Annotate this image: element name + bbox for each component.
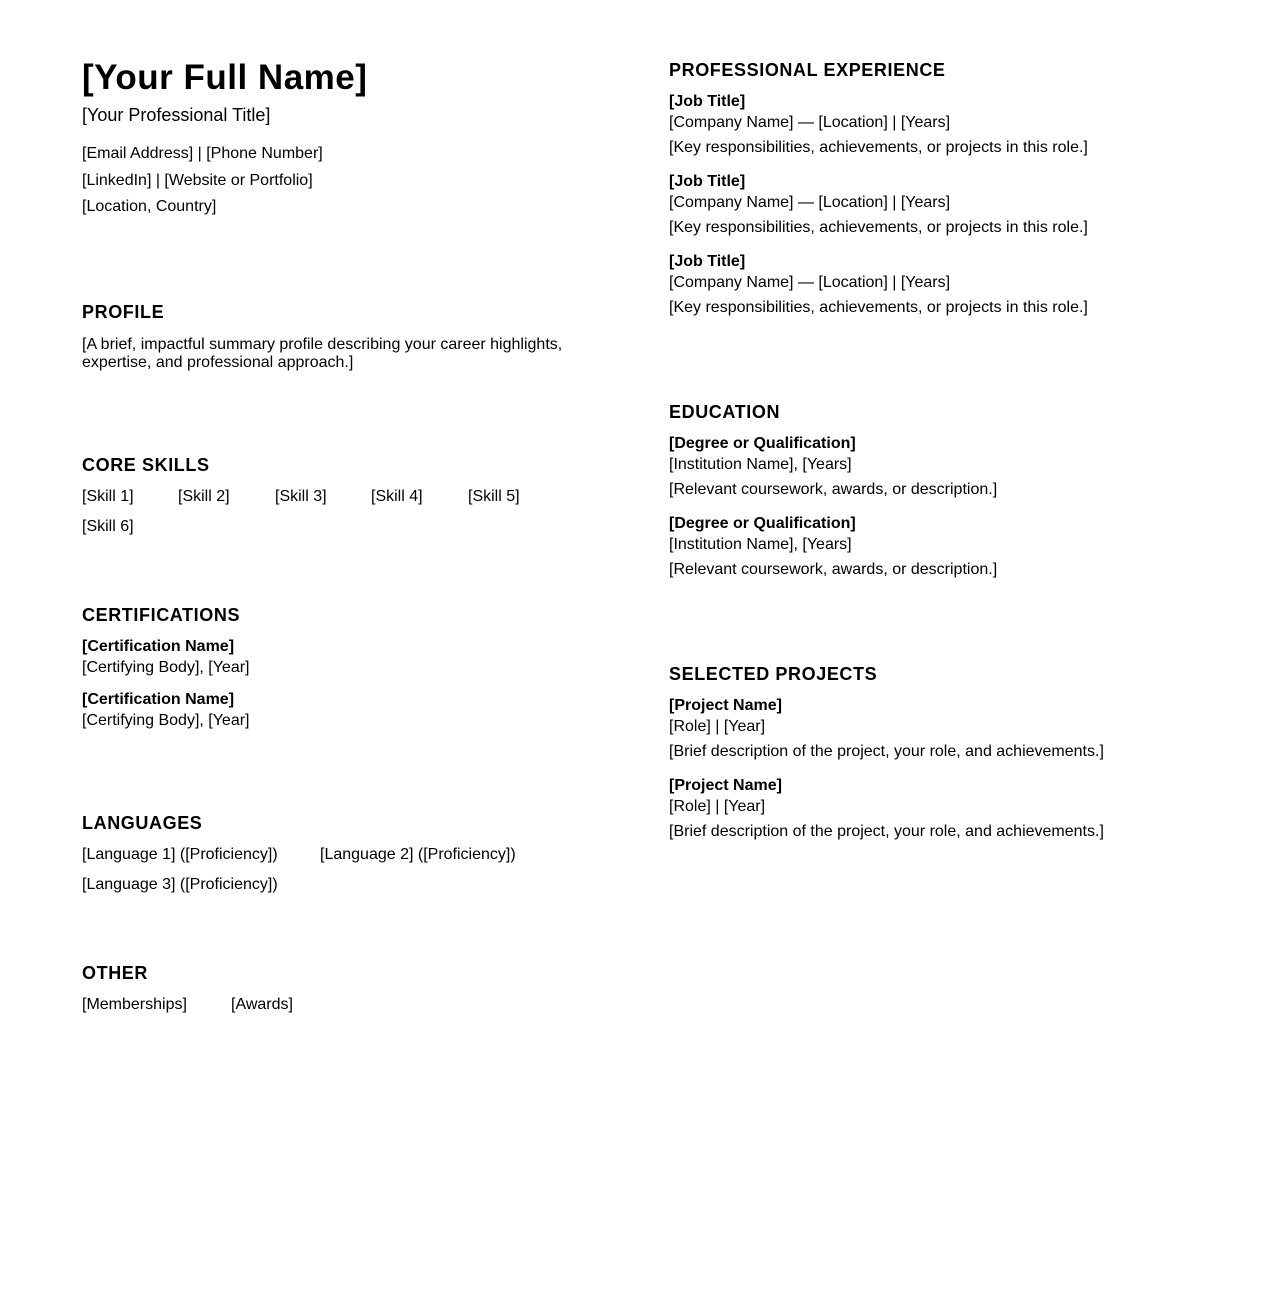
job-description: [Key responsibilities, achievements, or projects in this role.] — [669, 139, 1088, 156]
skill-item: [Skill 5] — [468, 488, 520, 505]
job-meta: [Company Name] — [Location] | [Years] — [669, 194, 951, 211]
contact-linkedin-website: [LinkedIn] | [Website or Portfolio] — [82, 172, 313, 189]
job-description: [Key responsibilities, achievements, or projects in this role.] — [669, 219, 1088, 236]
skill-item: [Skill 1] — [82, 488, 134, 505]
skill-item: [Skill 2] — [178, 488, 230, 505]
projects-heading: SELECTED PROJECTS — [669, 664, 878, 684]
project-name: [Project Name] — [669, 777, 782, 794]
other-item-awards: [Awards] — [231, 996, 293, 1013]
professional-title: [Your Professional Title] — [82, 105, 271, 125]
education-description: [Relevant coursework, awards, or description.] — [669, 481, 998, 498]
project-meta: [Role] | [Year] — [669, 718, 766, 735]
skill-item: [Skill 4] — [371, 488, 423, 505]
job-meta: [Company Name] — [Location] | [Years] — [669, 114, 951, 131]
languages-heading: LANGUAGES — [82, 813, 203, 833]
contact-email-phone: [Email Address] | [Phone Number] — [82, 145, 323, 162]
project-name: [Project Name] — [669, 697, 782, 714]
language-item: [Language 2] ([Proficiency]) — [320, 846, 516, 863]
job-meta: [Company Name] — [Location] | [Years] — [669, 274, 951, 291]
education-description: [Relevant coursework, awards, or description.] — [669, 561, 998, 578]
core-skills-heading: CORE SKILLS — [82, 455, 210, 475]
certification-name: [Certification Name] — [82, 691, 235, 708]
job-title: [Job Title] — [669, 173, 746, 190]
project-description: [Brief description of the project, your role, and achievements.] — [669, 823, 1104, 840]
job-title: [Job Title] — [669, 93, 746, 110]
certifications-heading: CERTIFICATIONS — [82, 605, 241, 625]
degree-name: [Degree or Qualification] — [669, 435, 856, 452]
profile-heading: PROFILE — [82, 302, 165, 322]
profile-summary: [A brief, impactful summary profile describing your career highlights, expertise, and professional approach.] — [82, 336, 563, 371]
degree-name: [Degree or Qualification] — [669, 515, 856, 532]
skill-item: [Skill 6] — [82, 518, 134, 535]
job-title: [Job Title] — [669, 253, 746, 270]
certification-name: [Certification Name] — [82, 638, 235, 655]
other-item-memberships: [Memberships] — [82, 996, 187, 1013]
other-heading: OTHER — [82, 963, 148, 983]
language-item: [Language 1] ([Proficiency]) — [82, 846, 278, 863]
certification-detail: [Certifying Body], [Year] — [82, 659, 250, 676]
full-name: [Your Full Name] — [82, 58, 368, 97]
skill-item: [Skill 3] — [275, 488, 327, 505]
institution-meta: [Institution Name], [Years] — [669, 536, 852, 553]
project-meta: [Role] | [Year] — [669, 798, 766, 815]
institution-meta: [Institution Name], [Years] — [669, 456, 852, 473]
experience-heading: PROFESSIONAL EXPERIENCE — [669, 60, 946, 80]
certification-detail: [Certifying Body], [Year] — [82, 712, 250, 729]
language-item: [Language 3] ([Proficiency]) — [82, 876, 278, 893]
education-heading: EDUCATION — [669, 402, 781, 422]
project-description: [Brief description of the project, your role, and achievements.] — [669, 743, 1104, 760]
job-description: [Key responsibilities, achievements, or projects in this role.] — [669, 299, 1088, 316]
contact-location: [Location, Country] — [82, 198, 217, 215]
